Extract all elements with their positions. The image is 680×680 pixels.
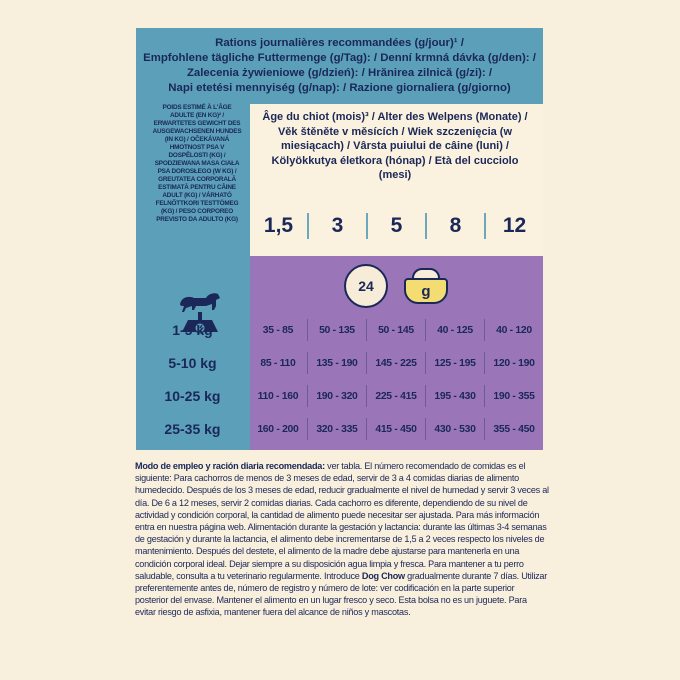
instructions-body-2: gradualmente durante 7 días. Utilizar preferentemente antes de, número de registro y número de lote: ver codificación en la parte superior posterior del envase. Mantener el alimento en un lugar fresco y seco. Esta bolsa no es un juguete. Para evitar riesgo de asfixia, mantener fuera del alcance de niños y mascotas.	[135, 570, 548, 618]
ration-cell: 355 - 450	[493, 423, 535, 435]
ration-header	[136, 28, 543, 104]
header-line-2: Empfohlene tägliche Futtermenge (g/Tag): / Denní krmná dávka (g/den): /	[143, 52, 536, 65]
month-label: 8	[449, 214, 462, 237]
ration-cell: 50 - 135	[319, 324, 355, 336]
weight-range-label: 10-25 kg	[164, 388, 221, 404]
cell-separator	[484, 319, 485, 341]
month-label: 12	[502, 214, 527, 237]
instructions-heading: Modo de empleo y ración diaria recomendada:	[135, 461, 325, 471]
weight-range-label: 1-5 kg	[172, 322, 213, 338]
cell-separator	[484, 418, 485, 440]
cell-separator	[307, 418, 308, 440]
month-label: 1,5	[263, 214, 294, 237]
ration-cell: 110 - 160	[257, 390, 299, 402]
cell-separator	[425, 418, 426, 440]
ration-cell: 225 - 415	[375, 390, 417, 402]
cell-separator	[366, 319, 367, 341]
table-row	[136, 413, 543, 445]
daily-grams-icons	[344, 258, 448, 314]
cell-separator	[425, 385, 426, 407]
food-bowl-icon	[404, 268, 448, 304]
ration-cell: 415 - 450	[375, 423, 417, 435]
instructions-body-1: ver tabla. El número recomendado de comidas es el siguiente: Para cachorros de menos de 3 meses de edad, servir de 3 a 4 comidas diarias de alimento humedecido. Después de los 3 meses de edad, reducir gradualmente el nivel de humedad y servir 3 veces al día. De 6 a 12 meses, servir 2 comidas diarias. Cada cachorro es diferente, dependiendo de su nivel de actividad y condición corporal, la cantidad de alimento puede necesitar ser ajustada. Para más información entra en nuestra página web. Alimentación durante la gestación y lactancia: durante las últimas 3-4 semanas de gestación y durante la lactancia, el alimento debe incrementarse de 1,5 a 2 veces respecto los niveles de mantenimiento. Después del destete, el alimento de la madre debe ajustarse para mantenerla en una condición corporal ideal. Dejar siempre a su disposición agua limpia y fresca. Para mantener a tu perro saludable, consulta a tu veterinario regularmente. Introduce	[135, 461, 549, 581]
ration-cell: 40 - 120	[496, 324, 532, 336]
bowl-body	[404, 278, 448, 304]
ration-cell: 125 - 195	[434, 357, 476, 369]
ration-cell: 40 - 125	[437, 324, 473, 336]
cell-separator	[366, 385, 367, 407]
cell-separator	[425, 319, 426, 341]
puppy-age-box	[250, 104, 543, 256]
cell-separator	[425, 352, 426, 374]
cell-separator	[307, 319, 308, 341]
weight-range-label: 5-10 kg	[168, 355, 217, 371]
cell-separator	[484, 385, 485, 407]
cell-separator	[366, 352, 367, 374]
header-line-1: Rations journalières recommandées (g/jour)¹ /	[215, 37, 464, 50]
month-label: 3	[331, 214, 344, 237]
cell-separator	[307, 385, 308, 407]
usage-instructions	[135, 460, 549, 619]
ration-cell: 145 - 225	[375, 357, 417, 369]
ration-cell: 190 - 320	[316, 390, 358, 402]
table-row	[136, 314, 543, 346]
ration-cell: 320 - 335	[316, 423, 358, 435]
ration-cell: 120 - 190	[493, 357, 535, 369]
cell-separator	[484, 352, 485, 374]
ration-cell: 85 - 110	[260, 357, 296, 369]
cell-separator	[366, 418, 367, 440]
ration-cell: 35 - 85	[262, 324, 294, 336]
month-label: 5	[390, 214, 403, 237]
adult-weight-note: POIDS ESTIMÉ À L'ÂGE ADULTE (EN KG)² / ERWARTETES GEWICHT DES AUSGEWACHSENEN HUNDES (IN KG) / OČEKÁVANÁ HMOTNOST PSA V DOSPĚLOSTI (KG) / SPODZIEWANA MASA CIAŁA PSA DOROSŁEGO (W KG) / GREUTATEA CORPORALĂ ESTIMATĂ PENTRU CÂINE ADULT (KG) / VÁRHATÓ FELNŐTTKORI TESTTÖMEG (KG) / PESO CORPOREO PREVISTO DA ADULTO (KG)	[152, 104, 242, 223]
month-separator	[425, 213, 427, 239]
table-row	[136, 380, 543, 412]
ration-cell: 195 - 430	[434, 390, 476, 402]
month-separator	[366, 213, 368, 239]
table-row	[136, 347, 543, 379]
ration-cell: 190 - 355	[493, 390, 535, 402]
cell-separator	[307, 352, 308, 374]
ration-cell: 160 - 200	[257, 423, 299, 435]
feeding-table	[136, 28, 543, 450]
header-line-3: Zalecenia żywieniowe (g/dzień): / Hrănirea zilnică (g/zi): /	[186, 67, 493, 79]
brand-name: Dog Chow	[361, 570, 405, 581]
month-separator	[307, 213, 309, 239]
header-line-4: Napi etetési mennyiség (g/nap): / Razione giornaliera (g/giorno)	[168, 81, 511, 94]
weight-range-label: 25-35 kg	[164, 421, 221, 437]
ration-cell: 135 - 190	[316, 357, 358, 369]
clock-label: 24	[358, 278, 374, 294]
month-headers	[250, 206, 543, 246]
ration-cell: 50 - 145	[378, 324, 414, 336]
clock-24h-icon	[344, 264, 388, 308]
ration-cell: 430 - 530	[434, 423, 476, 435]
month-separator	[484, 213, 486, 239]
bowl-label: g	[421, 282, 431, 300]
puppy-age-title: Âge du chiot (mois)³ / Alter des Welpens (Monate) / Věk štěněte v měsících / Wiek szczenięcia (w miesiącach) / Vârsta puiului de câine (luni) / Kölyökkutya életkora (hónap) / Età del cucciolo (mesi)	[262, 111, 528, 182]
